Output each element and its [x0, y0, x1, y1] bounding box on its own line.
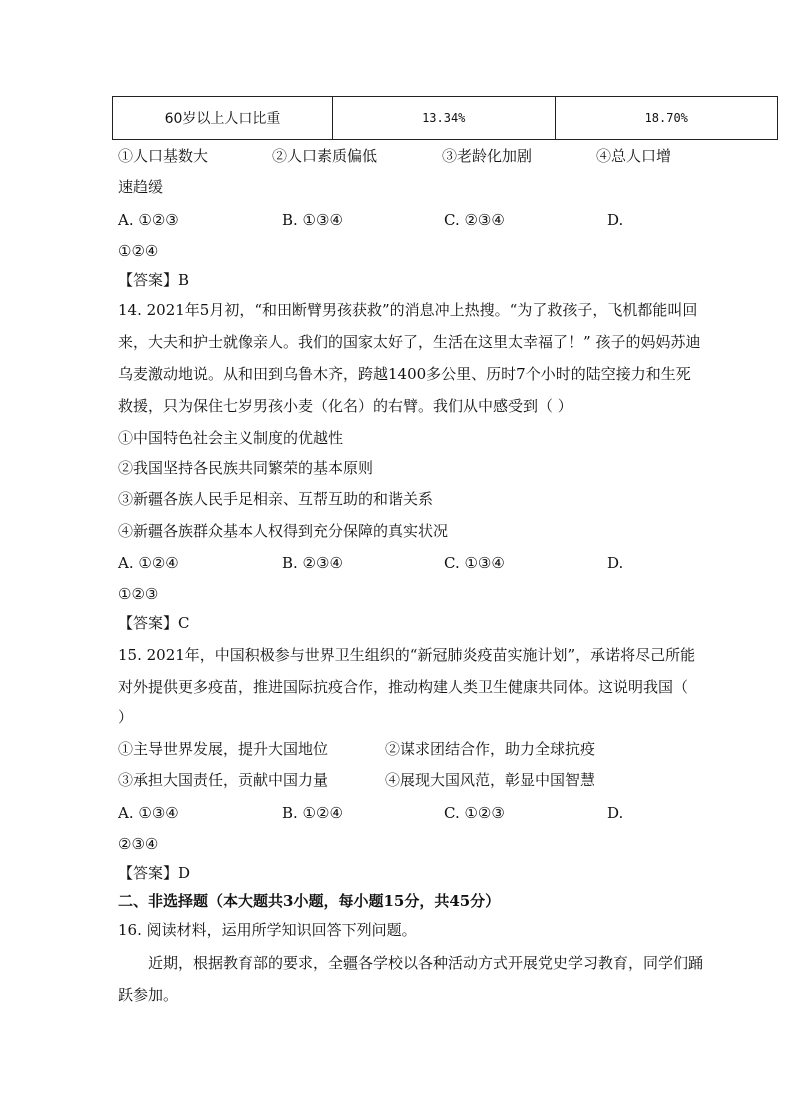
- q14-answer: 【答案】C: [118, 614, 190, 632]
- q14-statement-4: ④新疆各族群众基本人权得到充分保障的真实状况: [118, 522, 449, 540]
- q13-option-c: C. ②③④: [444, 211, 505, 229]
- q16-material-line-2: 跃参加。: [118, 986, 179, 1004]
- population-table: [112, 96, 778, 140]
- q15-line-3: ）: [118, 708, 134, 726]
- q13-statement-wrap: 速趋缓: [118, 178, 164, 196]
- section-heading: 二、非选择题（本大题共3小题，每小题15分，共45分）: [118, 892, 501, 910]
- q16-material-line-1: 近期，根据教育部的要求，全疆各学校以各种活动方式开展党史学习教育，同学们踊: [148, 954, 704, 972]
- q13-option-wrap: ①②④: [118, 242, 159, 260]
- q13-statement-1: ①人口基数大: [118, 147, 209, 165]
- q13-option-b: B. ①③④: [282, 211, 343, 229]
- q15-option-a: A. ①③④: [118, 804, 179, 822]
- table-cell-value-1: 13.34%: [333, 97, 556, 140]
- q15-statement-3: ③承担大国责任，贡献中国力量: [118, 771, 329, 789]
- q15-statement-4: ④展现大国风范，彰显中国智慧: [385, 771, 596, 789]
- q16-prompt: 16. 阅读材料，运用所学知识回答下列问题。: [118, 921, 417, 939]
- q14-line-1: 14. 2021年5月初，“和田断臂男孩获救”的消息冲上热搜。“为了救孩子，飞机都能叫回: [118, 301, 698, 319]
- q15-statement-2: ②谋求团结合作，助力全球抗疫: [385, 740, 596, 758]
- table-row: [113, 97, 778, 140]
- q13-option-a: A. ①②③: [118, 211, 179, 229]
- q15-line-2: 对外提供更多疫苗，推进国际抗疫合作，推动构建人类卫生健康共同体。这说明我国（: [118, 678, 689, 696]
- table-cell-value-2: 18.70%: [555, 97, 778, 140]
- q15-line-1: 15. 2021年，中国积极参与世界卫生组织的“新冠肺炎疫苗实施计划”，承诺将尽己所能: [118, 646, 696, 664]
- q14-line-4: 救援，只为保住七岁男孩小麦（化名）的右臂。我们从中感受到（ ）: [118, 397, 573, 415]
- q15-option-c: C. ①②③: [444, 804, 505, 822]
- q14-statement-1: ①中国特色社会主义制度的优越性: [118, 429, 344, 447]
- q13-option-d: D.: [607, 211, 624, 229]
- table-cell-label: 60岁以上人口比重: [113, 97, 333, 140]
- q14-line-2: 来，大夫和护士就像亲人。我们的国家太好了，生活在这里太幸福了！” 孩子的妈妈苏迪: [118, 333, 701, 351]
- q14-line-3: 乌麦激动地说。从和田到乌鲁木齐，跨越1400多公里、历时7个小时的陆空接力和生死: [118, 365, 691, 383]
- q13-statement-4: ④总人口增: [596, 147, 672, 165]
- q14-statement-3: ③新疆各族人民手足相亲、互帮互助的和谐关系: [118, 490, 434, 508]
- q14-statement-2: ②我国坚持各民族共同繁荣的基本原则: [118, 459, 374, 477]
- q14-option-c: C. ①③④: [444, 554, 505, 572]
- q15-option-d: D.: [607, 804, 624, 822]
- q13-answer: 【答案】B: [118, 271, 190, 289]
- q14-option-b: B. ②③④: [282, 554, 343, 572]
- q14-option-a: A. ①②④: [118, 554, 179, 572]
- q13-statement-3: ③老龄化加剧: [442, 147, 533, 165]
- q15-option-b: B. ①②④: [282, 804, 343, 822]
- q15-option-wrap: ②③④: [118, 835, 159, 853]
- q15-statement-1: ①主导世界发展，提升大国地位: [118, 740, 329, 758]
- q13-statement-2: ②人口素质偏低: [272, 147, 378, 165]
- q14-option-d: D.: [607, 554, 624, 572]
- q14-option-wrap: ①②③: [118, 585, 159, 603]
- q15-answer: 【答案】D: [118, 864, 191, 882]
